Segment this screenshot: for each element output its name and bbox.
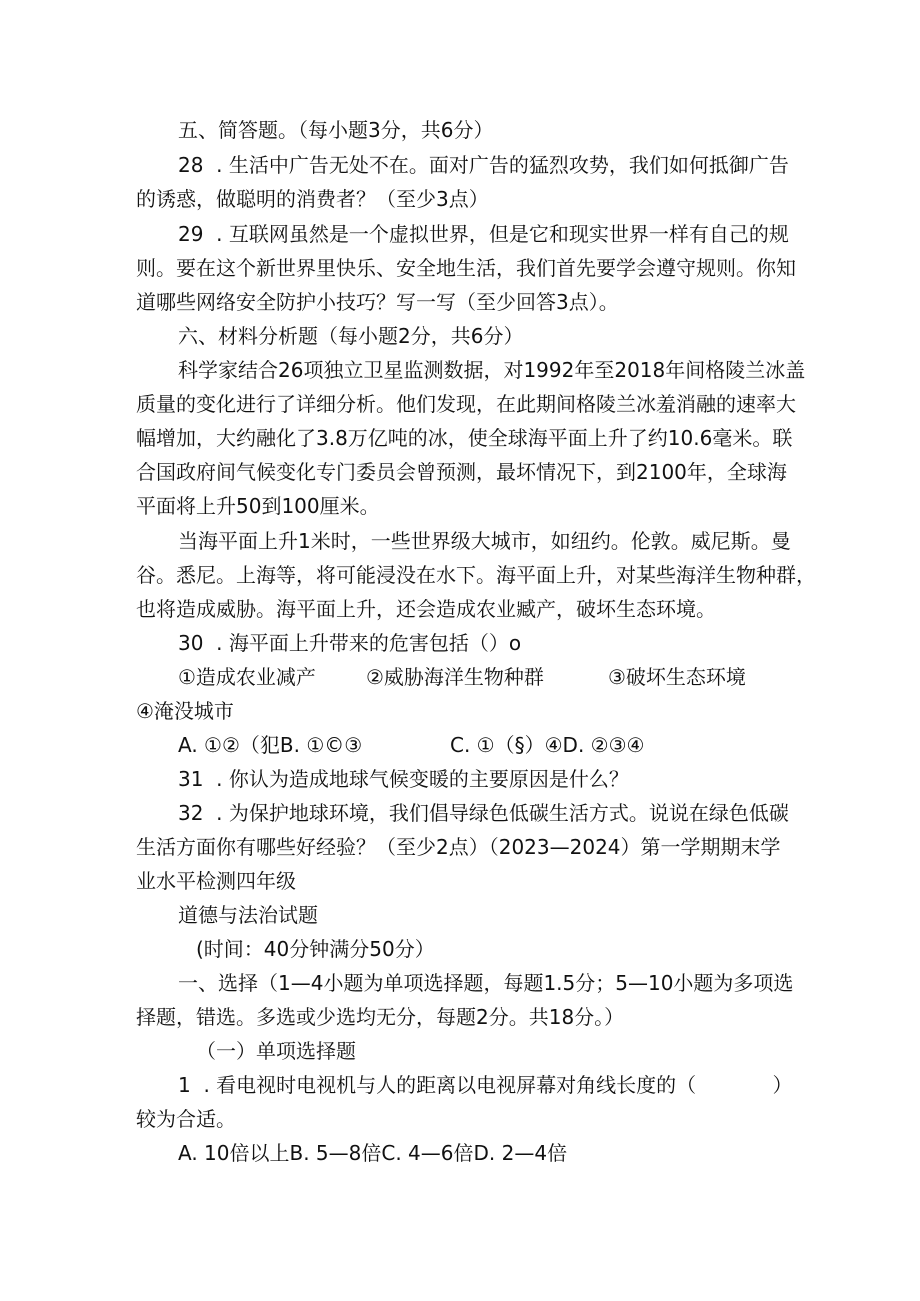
- part-one-heading-line-2: 择题，错选。多选或少选均无分，每题2分。共18分。）: [136, 1005, 625, 1029]
- question-28-line-2: 的诱惑，做聪明的消费者？（至少3点）: [136, 187, 489, 211]
- question-1-choices: A. 10倍以上B. 5—8倍C. 4—6倍D. 2—4倍: [178, 1141, 568, 1165]
- material-para-1-line-3: 幅增加，大约融化了3.8万亿吨的冰，使全球海平面上升了约10.6毫米。联: [136, 426, 793, 450]
- section-six-heading: 六、材料分析题（每小题2分，共6分）: [178, 324, 524, 348]
- material-para-1-line-1: 科学家结合26项独立卫星监测数据，对1992年至2018年间格陵兰冰盖: [178, 358, 806, 382]
- question-29-line-2: 则。要在这个新世界里快乐、安全地生活，我们首先要学会遵守规则。你知: [136, 256, 796, 280]
- material-para-2-line-3: 也将造成威胁。海平面上升，还会造成农业臧产，破坏生态环境。: [136, 597, 716, 621]
- material-para-1-line-4: 合国政府间气候变化专门委员会曾预测，最坏情况下，到2100年，全球海: [136, 460, 787, 484]
- question-29-line-3: 道哪些网络安全防护小技巧？写一写（至少回答3点）。: [136, 290, 619, 314]
- question-31: 31 . 你认为造成地球气候变暖的主要原因是什么？: [178, 767, 629, 791]
- question-29-line-1: 29 . 互联网虽然是一个虚拟世界，但是它和现实世界一样有自己的规: [178, 222, 789, 246]
- question-30-choices-cd: C. ①（§）④D. ②③④: [450, 733, 645, 757]
- question-30: 30 . 海平面上升带来的危害包括（）o: [178, 631, 522, 655]
- exam-subject-title: 道德与法治试题: [178, 903, 318, 927]
- question-32-line-1: 32 . 为保护地球环境，我们倡导绿色低碳生活方式。说说在绿色低碳: [178, 801, 789, 825]
- material-para-2-line-2: 谷。悉尼。上海等，将可能浸没在水下。海平面上升，对某些海洋生物种群，: [136, 563, 816, 587]
- material-para-2-line-1: 当海平面上升1米时，一些世界级大城市，如纽约。伦敦。威尼斯。曼: [178, 529, 791, 553]
- part-one-heading-line-1: 一、选择（1—4小题为单项选择题，每题1.5分；5—10小题为多项选: [178, 971, 794, 995]
- question-28-line-1: 28 . 生活中广告无处不在。面对广告的猛烈攻势，我们如何抵御广告: [178, 153, 789, 177]
- exam-time: (时间：40分钟满分50分）: [196, 937, 435, 961]
- question-32-line-3: 业水平检测四年级: [136, 869, 296, 893]
- question-30-item-3: ③破坏生态环境: [608, 665, 746, 689]
- material-para-1-line-5: 平面将上升50到100厘米。: [136, 494, 380, 518]
- question-1-line-2: 较为合适。: [136, 1107, 236, 1131]
- question-30-item-2: ②威胁海洋生物种群: [366, 665, 544, 689]
- question-1-line-1: 1 . 看电视时电视机与人的距离以电视屏幕对角线长度的（ ）: [178, 1073, 793, 1097]
- question-30-item-4: ④淹没城市: [136, 699, 234, 723]
- material-para-1-line-2: 质量的变化进行了详细分析。他们发现，在此期间格陵兰冰羞消融的速率大: [136, 392, 796, 416]
- question-30-choices-ab: A. ①②（犯B. ①©③: [178, 733, 363, 757]
- section-five-heading: 五、简答题。（每小题3分，共6分）: [178, 118, 494, 142]
- question-32-line-2: 生活方面你有哪些好经验？（至少2点）（2023—2024）第一学期期末学: [136, 835, 781, 859]
- single-choice-subheading: （一）单项选择题: [196, 1039, 356, 1063]
- question-30-item-1: ①造成农业减产: [178, 665, 316, 689]
